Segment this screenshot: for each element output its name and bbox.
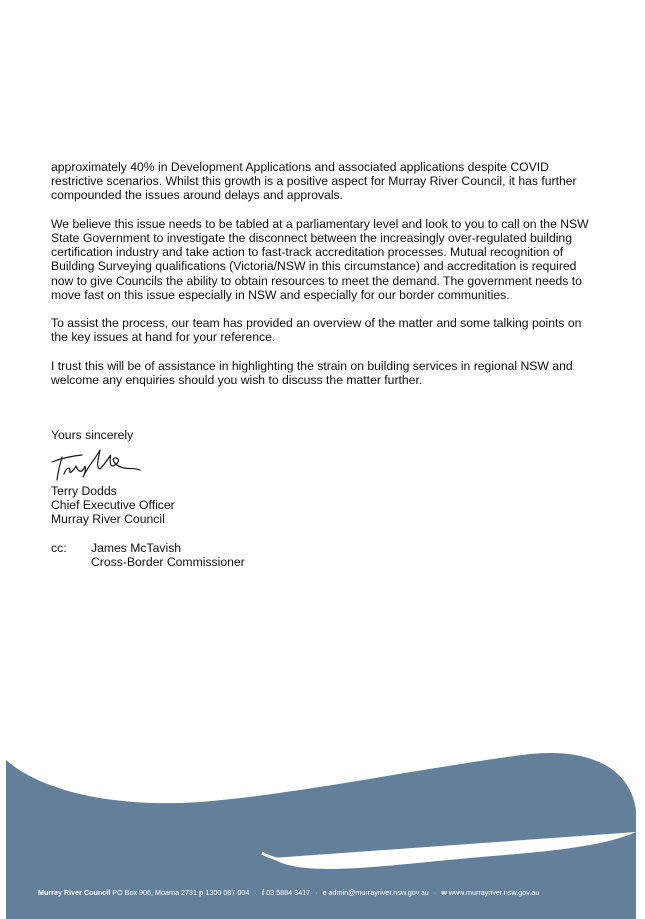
footer-web-label: w: [441, 888, 447, 897]
closing-salutation: Yours sincerely: [51, 428, 134, 442]
cc-recipient-title: Cross-Border Commissioner: [91, 555, 245, 570]
footer-email-label: e: [322, 888, 327, 897]
footer-contact-line: [38, 888, 539, 897]
paragraph-growth: approximately 40% in Development Applications and associated applications despite COVID restrictive scenarios. Whilst this growth is a positive aspect for Murray River Council, it has further compounded the issues around delays and approvals.: [51, 160, 577, 203]
footer-fax: 03 5884 3417: [266, 888, 311, 897]
footer-organisation: Murray River Council: [38, 888, 111, 897]
cc-label: cc:: [51, 541, 67, 555]
cc-recipient: [91, 541, 245, 569]
footer-address: PO Box 906, Moama 2731: [112, 888, 197, 897]
signer-organisation: Murray River Council: [51, 512, 165, 527]
footer-separator: ·: [254, 888, 257, 897]
footer-fax-label: f: [261, 888, 265, 897]
signer-block: [51, 484, 175, 527]
footer-phone-label: p: [199, 888, 204, 897]
footer-website: www.murrayriver.nsw.gov.au: [448, 888, 540, 897]
signer-title: Chief Executive Officer: [51, 498, 175, 513]
paragraph-overview: To assist the process, our team has provided an overview of the matter and some talking points on the key issues at hand for your reference.: [51, 316, 582, 345]
footer-separator: ·: [315, 888, 318, 897]
paragraph-request: We believe this issue needs to be tabled at a parliamentary level and look to you to call on the NSW State Government to investigate the disconnect between the increasingly over-regulated building certification industry and take action to fast-track accreditation processes. Mutual recognition of Building Surveying qualifications (Victoria/NSW in this circumstance) and accreditation is required now to give Councils the ability to obtain resources to meet the demand. The government needs to move fast on this issue especially in NSW and especially for our border communities.: [51, 216, 589, 302]
letter-body: [51, 160, 601, 401]
footer-separator: ·: [433, 888, 437, 897]
footer-email: admin@murrayriver.nsw.gov.au: [328, 888, 429, 897]
cc-recipient-name: James McTavish: [91, 541, 182, 555]
signer-name: Terry Dodds: [51, 484, 117, 498]
footer-phone: 1300 087 004: [205, 888, 250, 897]
signature-image: [48, 444, 144, 484]
paragraph-closing-remarks: I trust this will be of assistance in highlighting the strain on building services in regional NSW and welcome any enquiries should you wish to discuss the matter further.: [51, 358, 573, 387]
